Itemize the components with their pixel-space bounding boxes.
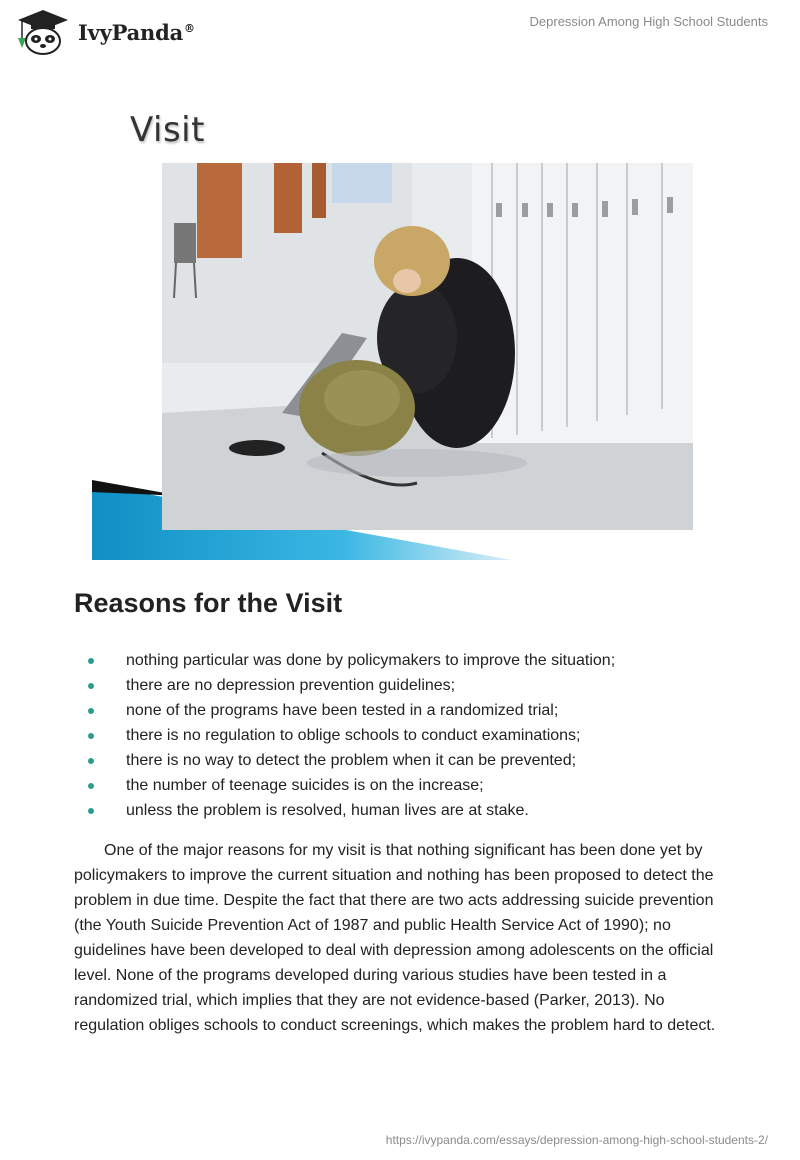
slide-title: Visit bbox=[130, 110, 205, 150]
hallway-photo bbox=[162, 163, 693, 530]
list-item: nothing particular was done by policymakers to improve the situation; bbox=[88, 648, 748, 673]
bullet-icon bbox=[88, 808, 94, 814]
source-url-link[interactable]: https://ivypanda.com/essays/depression-among-high-school-students-2/ bbox=[385, 1133, 768, 1147]
document-title: Depression Among High School Students bbox=[529, 14, 768, 29]
page-header bbox=[0, 0, 800, 60]
bullet-icon bbox=[88, 683, 94, 689]
section-heading: Reasons for the Visit bbox=[74, 588, 343, 618]
bullet-icon bbox=[88, 733, 94, 739]
slide-figure bbox=[92, 110, 712, 565]
list-item: the number of teenage suicides is on the increase; bbox=[88, 773, 748, 798]
bullet-icon bbox=[88, 658, 94, 664]
student-lockers-image bbox=[162, 163, 693, 530]
bullet-icon bbox=[88, 783, 94, 789]
list-item: none of the programs have been tested in a randomized trial; bbox=[88, 698, 748, 723]
list-item: unless the problem is resolved, human lives are at stake. bbox=[88, 798, 748, 823]
panda-graduate-icon bbox=[14, 8, 72, 56]
ivypanda-logo[interactable] bbox=[14, 8, 195, 56]
list-item: there is no regulation to oblige schools to conduct examinations; bbox=[88, 723, 748, 748]
brand-name: IvyPanda® bbox=[78, 19, 195, 45]
bullet-icon bbox=[88, 708, 94, 714]
list-item: there is no way to detect the problem when it can be prevented; bbox=[88, 748, 748, 773]
list-item: there are no depression prevention guidelines; bbox=[88, 673, 748, 698]
reasons-list bbox=[88, 648, 748, 823]
bullet-icon bbox=[88, 758, 94, 764]
body-paragraph: One of the major reasons for my visit is that nothing significant has been done yet by policymakers to improve the current situation and nothing has been proposed to detect the problem in due time. Despite the fact that there are two acts addressing suicide prevention (the Youth Suicide Prevention Act of 1987 and public Health Service Act of 1990); no guidelines have been developed to deal with depression among adolescents on the official level. None of the programs developed during various studies have been tested in a randomized trial, which implies that they are not evidence-based (Parker, 2013). No regulation obliges schools to conduct screenings, which makes the problem hard to detect. bbox=[74, 842, 716, 1034]
